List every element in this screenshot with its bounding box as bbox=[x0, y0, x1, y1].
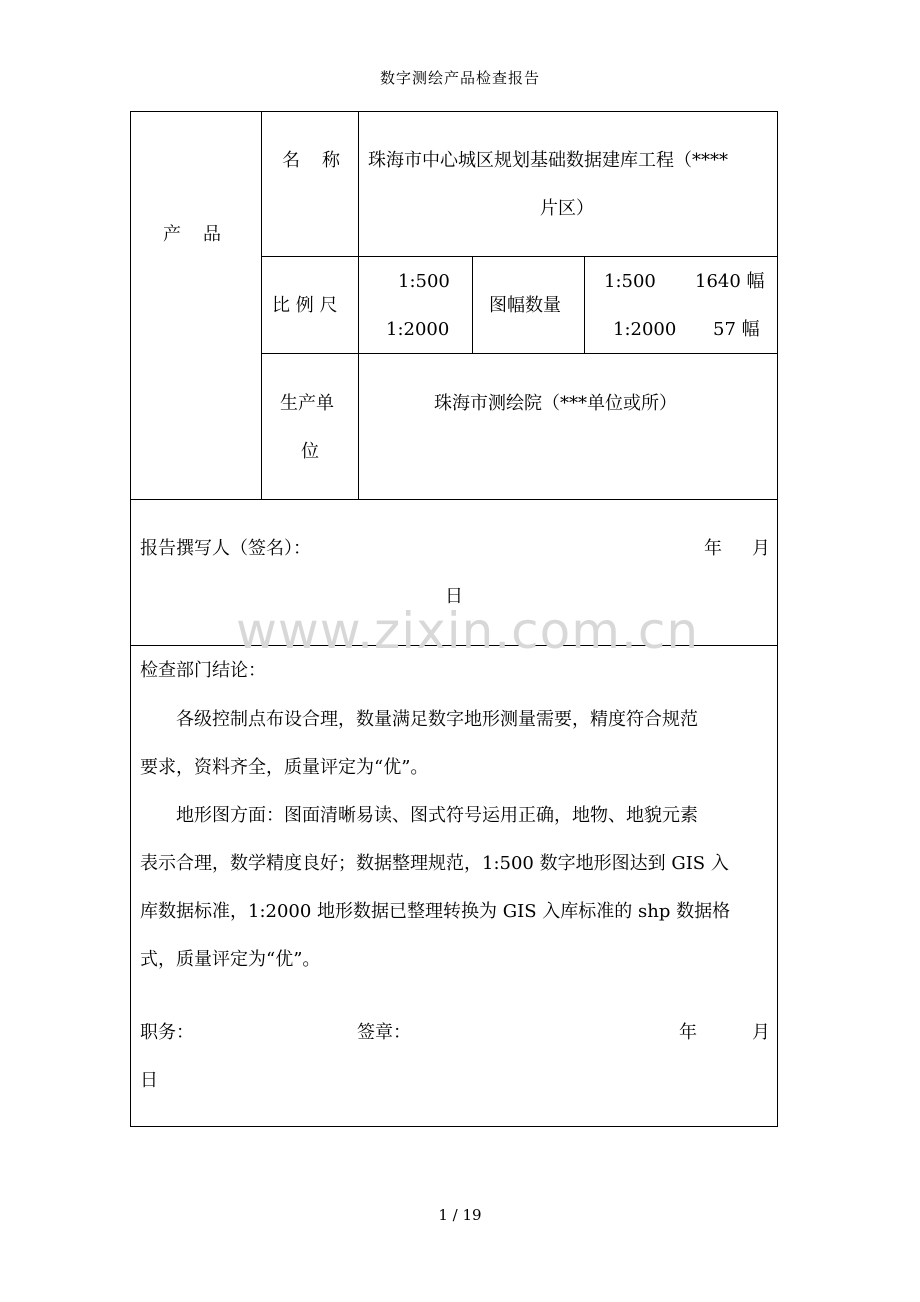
scale-value-2: 1:2000 bbox=[386, 319, 450, 340]
sheet-scale-2: 1:2000 bbox=[613, 319, 677, 340]
sheet-count-label: 图幅数量 bbox=[489, 295, 561, 316]
col-divider-count bbox=[584, 256, 585, 353]
scale-value-1: 1:500 bbox=[398, 271, 450, 292]
conclusion-para2-line2: 表示合理，数学精度良好；数据整理规范，1:500 数字地形图达到 GIS 入 bbox=[140, 853, 729, 874]
row-divider-name bbox=[358, 256, 778, 257]
conclusion-day: 日 bbox=[140, 1070, 158, 1091]
col-divider-product bbox=[261, 111, 262, 499]
conclusion-para1-line1: 各级控制点布设合理，数量满足数字地形测量需要，精度符合规范 bbox=[176, 709, 698, 730]
conclusion-year: 年 bbox=[679, 1022, 697, 1043]
name-label: 名 称 bbox=[282, 150, 342, 171]
product-section-label: 产 品 bbox=[163, 224, 223, 245]
project-name-line1: 珠海市中心城区规划基础数据建库工程（**** bbox=[368, 150, 728, 171]
page-number: 1 / 19 bbox=[438, 1206, 482, 1224]
sheet-scale-1: 1:500 bbox=[604, 271, 656, 292]
col-divider-label bbox=[358, 111, 359, 499]
conclusion-month: 月 bbox=[752, 1022, 770, 1043]
watermark-text: www.zixin.com.cn bbox=[236, 602, 700, 660]
conclusion-para2-line1: 地形图方面：图面清晰易读、图式符号运用正确，地物、地貌元素 bbox=[176, 805, 698, 826]
sheet-count-2: 57 幅 bbox=[713, 319, 760, 340]
conclusion-para2-line4: 式，质量评定为“优”。 bbox=[140, 949, 321, 970]
conclusion-para2-line3: 库数据标准，1:2000 地形数据已整理转换为 GIS 入库标准的 shp 数据格 bbox=[140, 901, 731, 922]
col-divider-scale bbox=[472, 256, 473, 353]
conclusion-para1-line2: 要求，资料齐全，质量评定为“优”。 bbox=[140, 757, 429, 778]
report-writer-year: 年 bbox=[704, 538, 722, 559]
position-label: 职务： bbox=[140, 1022, 194, 1043]
project-name-line2: 片区） bbox=[540, 198, 594, 219]
producer-value: 珠海市测绘院（***单位或所） bbox=[434, 393, 677, 414]
seal-label: 签章： bbox=[357, 1022, 411, 1043]
scale-label: 比 例 尺 bbox=[272, 295, 338, 316]
row-divider-name-label bbox=[261, 256, 358, 257]
report-writer-label: 报告撰写人（签名）： bbox=[140, 538, 311, 559]
report-writer-month: 月 bbox=[752, 538, 770, 559]
page-title: 数字测绘产品检查报告 bbox=[379, 69, 540, 87]
conclusion-heading: 检查部门结论： bbox=[140, 660, 266, 681]
sheet-count-1: 1640 幅 bbox=[695, 271, 765, 292]
report-writer-day: 日 bbox=[445, 586, 463, 607]
row-divider-product bbox=[130, 499, 778, 500]
producer-label-line2: 位 bbox=[301, 441, 319, 462]
producer-label-line1: 生产单 bbox=[280, 393, 334, 414]
row-divider-scale bbox=[261, 353, 778, 354]
